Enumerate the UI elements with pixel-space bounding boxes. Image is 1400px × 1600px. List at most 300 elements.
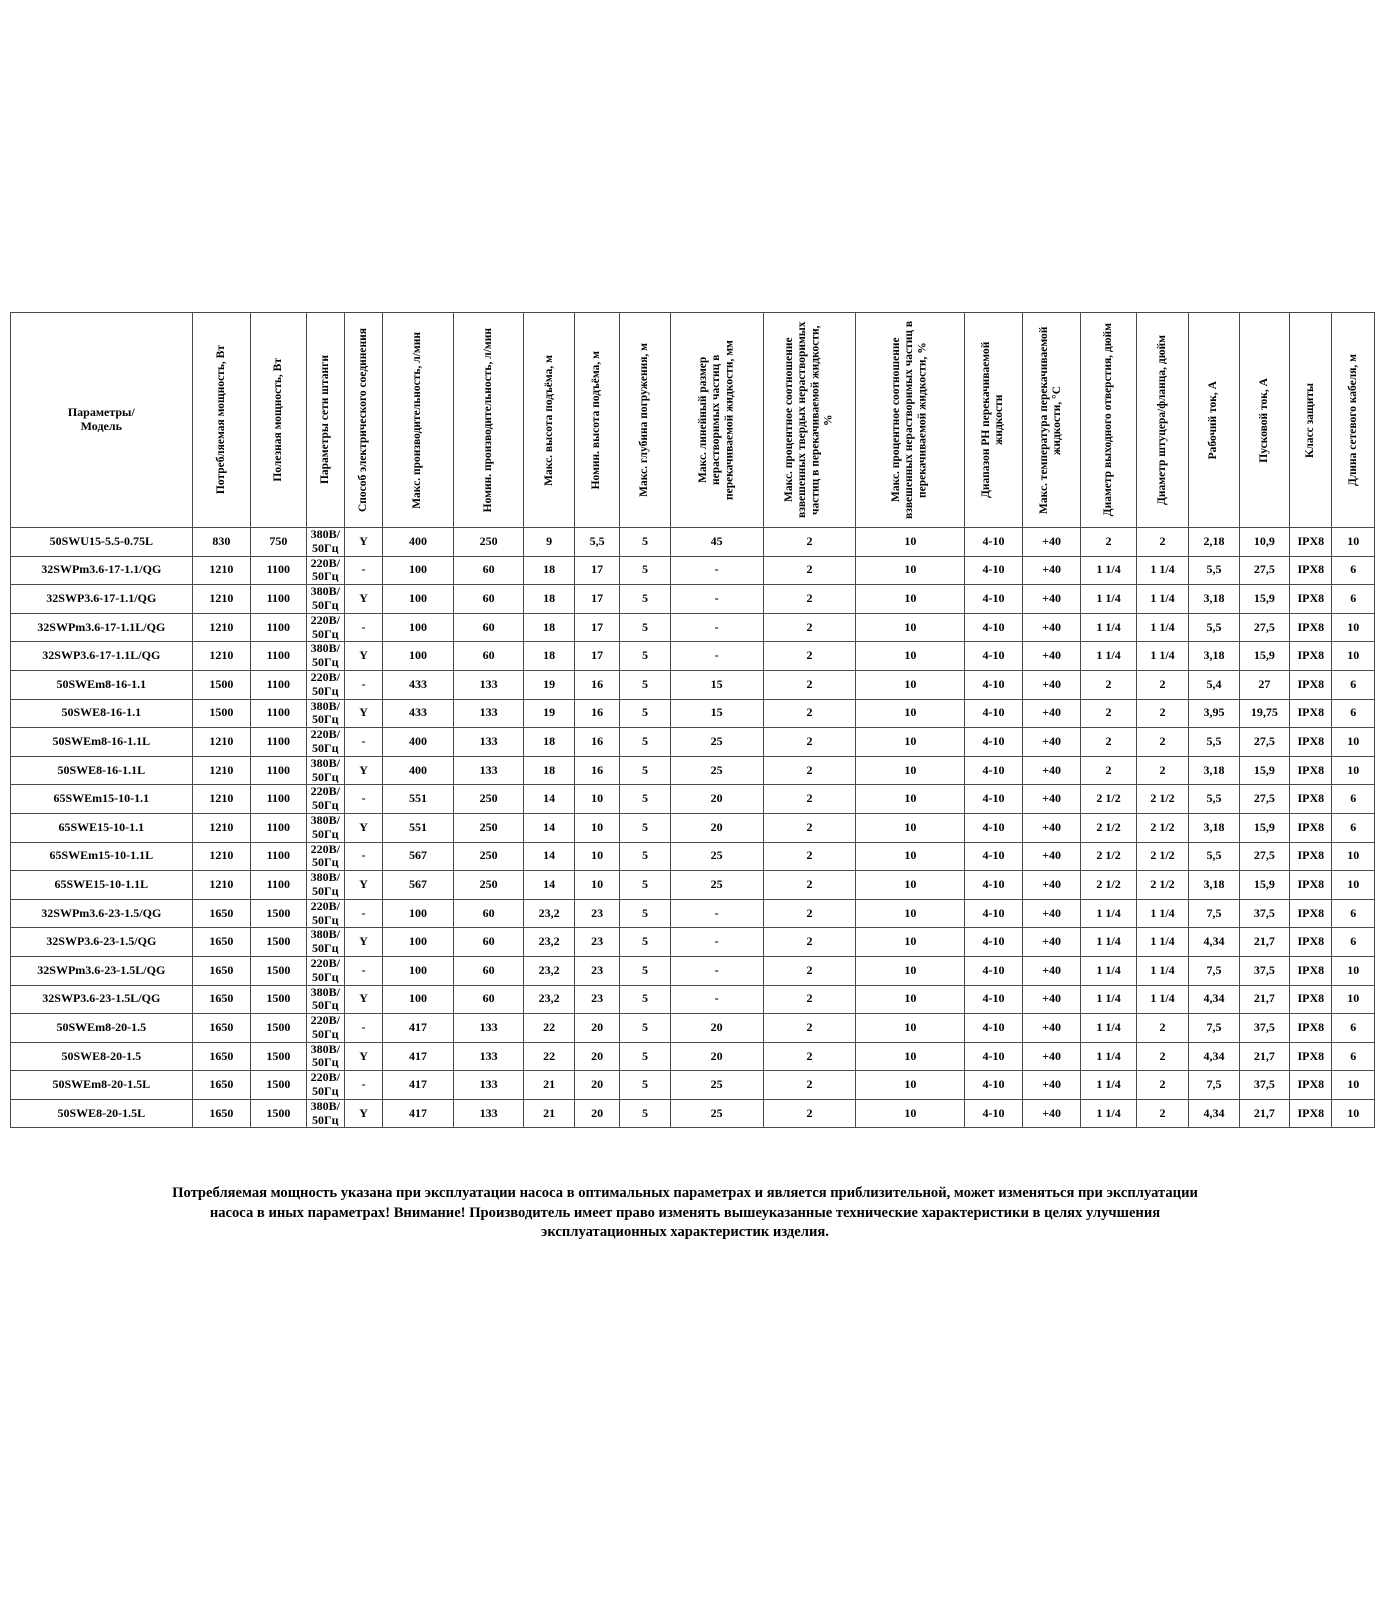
row-cell-3: Y [344, 871, 382, 900]
row-cell-14: 1 1/4 [1081, 956, 1136, 985]
row-cell-4: 100 [383, 556, 454, 585]
row-cell-10: 2 [763, 813, 856, 842]
row-cell-8: 5 [620, 985, 670, 1014]
voltage-line: 50Гц [311, 941, 339, 956]
row-cell-1: 750 [251, 528, 306, 557]
row-cell-12: 4-10 [965, 642, 1023, 671]
row-cell-15: 2 [1136, 756, 1188, 785]
row-cell-17: 27,5 [1239, 613, 1289, 642]
row-cell-18: IPX8 [1290, 699, 1332, 728]
voltage-line: 50Гц [311, 1112, 339, 1127]
row-cell-2 [306, 785, 344, 814]
row-cell-7: 17 [574, 642, 619, 671]
row-cell-5: 133 [453, 670, 524, 699]
row-cell-17: 10,9 [1239, 528, 1289, 557]
row-cell-1: 1100 [251, 670, 306, 699]
row-cell-10: 2 [763, 1042, 856, 1071]
table-row [11, 985, 1375, 1014]
row-cell-11: 10 [856, 1042, 965, 1071]
row-cell-18: IPX8 [1290, 928, 1332, 957]
row-cell-18: IPX8 [1290, 1099, 1332, 1128]
voltage-line: 50Гц [311, 826, 339, 841]
row-cell-9: 20 [670, 813, 763, 842]
row-cell-13: +40 [1022, 728, 1081, 757]
row-cell-4: 400 [383, 756, 454, 785]
row-cell-6: 18 [524, 613, 574, 642]
row-cell-9: - [670, 956, 763, 985]
row-cell-13: +40 [1022, 985, 1081, 1014]
row-cell-1: 1100 [251, 585, 306, 614]
row-cell-15: 1 1/4 [1136, 556, 1188, 585]
row-cell-16: 3,18 [1189, 642, 1239, 671]
row-cell-9: 15 [670, 699, 763, 728]
row-cell-10: 2 [763, 899, 856, 928]
row-model-name: 50SWE8-20-1.5L [11, 1099, 193, 1128]
row-cell-11: 10 [856, 1099, 965, 1128]
table-row [11, 1014, 1375, 1043]
row-cell-8: 5 [620, 785, 670, 814]
row-cell-14: 1 1/4 [1081, 899, 1136, 928]
table-row [11, 813, 1375, 842]
row-cell-1: 1100 [251, 556, 306, 585]
row-cell-1: 1500 [251, 1071, 306, 1100]
row-cell-15: 2 [1136, 670, 1188, 699]
row-cell-16: 5,5 [1189, 728, 1239, 757]
row-cell-11: 10 [856, 699, 965, 728]
row-cell-15: 1 1/4 [1136, 956, 1188, 985]
row-cell-4: 100 [383, 613, 454, 642]
row-cell-7: 20 [574, 1042, 619, 1071]
header-col-1-label: Полезная мощность, Вт [271, 358, 284, 482]
row-cell-17: 27,5 [1239, 728, 1289, 757]
row-cell-3: Y [344, 985, 382, 1014]
row-cell-8: 5 [620, 842, 670, 871]
row-cell-1: 1500 [251, 1014, 306, 1043]
row-cell-2 [306, 699, 344, 728]
row-cell-19: 10 [1332, 728, 1375, 757]
row-cell-16: 7,5 [1189, 956, 1239, 985]
row-cell-13: +40 [1022, 528, 1081, 557]
voltage-line: 220В/ [310, 784, 340, 799]
row-cell-1: 1500 [251, 1042, 306, 1071]
header-col-7-label: Номин. высота подъёма, м [590, 350, 603, 490]
row-cell-18: IPX8 [1290, 985, 1332, 1014]
row-cell-4: 433 [383, 699, 454, 728]
row-cell-4: 100 [383, 899, 454, 928]
header-col-3 [344, 313, 382, 528]
row-cell-14: 1 1/4 [1081, 928, 1136, 957]
row-cell-0: 1500 [192, 670, 251, 699]
row-cell-3: Y [344, 642, 382, 671]
row-cell-17: 21,7 [1239, 928, 1289, 957]
row-cell-19: 6 [1332, 899, 1375, 928]
row-cell-16: 4,34 [1189, 928, 1239, 957]
row-model-name: 32SWPm3.6-23-1.5L/QG [11, 956, 193, 985]
header-col-15-label: Диаметр штуцера/фланца, дюйм [1155, 334, 1168, 505]
row-cell-15: 2 1/2 [1136, 785, 1188, 814]
row-cell-12: 4-10 [965, 756, 1023, 785]
table-row [11, 956, 1375, 985]
row-cell-19: 6 [1332, 785, 1375, 814]
row-model-name: 50SWEm8-16-1.1L [11, 728, 193, 757]
voltage-line: 50Гц [311, 1084, 339, 1099]
row-cell-3: Y [344, 699, 382, 728]
row-cell-3: - [344, 1071, 382, 1100]
row-cell-17: 19,75 [1239, 699, 1289, 728]
row-cell-13: +40 [1022, 813, 1081, 842]
row-cell-11: 10 [856, 585, 965, 614]
row-cell-9: - [670, 613, 763, 642]
row-cell-2 [306, 585, 344, 614]
voltage-line: 220В/ [310, 841, 340, 856]
header-col-8-label: Макс. глубина погружения, м [638, 343, 651, 497]
row-cell-8: 5 [620, 813, 670, 842]
row-cell-13: +40 [1022, 899, 1081, 928]
row-cell-15: 1 1/4 [1136, 642, 1188, 671]
row-model-name: 65SWEm15-10-1.1L [11, 842, 193, 871]
row-cell-7: 10 [574, 871, 619, 900]
header-col-0 [192, 313, 251, 528]
row-cell-5: 250 [453, 785, 524, 814]
row-cell-0: 1650 [192, 928, 251, 957]
row-cell-17: 37,5 [1239, 1071, 1289, 1100]
row-cell-0: 1650 [192, 956, 251, 985]
row-cell-5: 133 [453, 1014, 524, 1043]
row-cell-10: 2 [763, 1014, 856, 1043]
row-cell-10: 2 [763, 1099, 856, 1128]
row-cell-19: 10 [1332, 528, 1375, 557]
voltage-line: 50Гц [311, 712, 339, 727]
row-cell-1: 1100 [251, 785, 306, 814]
row-cell-12: 4-10 [965, 1042, 1023, 1071]
row-cell-14: 1 1/4 [1081, 642, 1136, 671]
voltage-line: 220В/ [310, 1013, 340, 1028]
header-col-12 [965, 313, 1023, 528]
row-cell-5: 60 [453, 556, 524, 585]
row-cell-18: IPX8 [1290, 842, 1332, 871]
row-cell-13: +40 [1022, 1042, 1081, 1071]
row-cell-11: 10 [856, 985, 965, 1014]
table-row [11, 1071, 1375, 1100]
row-cell-14: 2 1/2 [1081, 871, 1136, 900]
row-model-name: 32SWP3.6-23-1.5/QG [11, 928, 193, 957]
row-cell-2 [306, 899, 344, 928]
row-cell-5: 250 [453, 842, 524, 871]
row-cell-11: 10 [856, 842, 965, 871]
row-cell-15: 2 [1136, 528, 1188, 557]
row-cell-18: IPX8 [1290, 871, 1332, 900]
row-cell-12: 4-10 [965, 1071, 1023, 1100]
row-cell-5: 133 [453, 1042, 524, 1071]
row-cell-8: 5 [620, 1071, 670, 1100]
row-cell-2 [306, 613, 344, 642]
row-cell-11: 10 [856, 670, 965, 699]
row-cell-7: 10 [574, 785, 619, 814]
voltage-line: 220В/ [310, 612, 340, 627]
row-cell-13: +40 [1022, 1071, 1081, 1100]
row-cell-12: 4-10 [965, 1014, 1023, 1043]
voltage-line: 220В/ [310, 898, 340, 913]
header-col-4-label: Макс. производительность, л/мин [411, 331, 424, 509]
table-row [11, 528, 1375, 557]
row-cell-14: 2 [1081, 670, 1136, 699]
row-cell-4: 417 [383, 1042, 454, 1071]
header-col-18-label: Класс защиты [1304, 382, 1317, 458]
header-col-10 [763, 313, 856, 528]
row-cell-14: 2 [1081, 728, 1136, 757]
header-col-10-label: Макс. процентное соотношение взвешенных твердых нерастворимых частиц в перекачиваемой жидкости, % [783, 321, 835, 519]
row-cell-2 [306, 1071, 344, 1100]
row-cell-3: - [344, 670, 382, 699]
row-cell-10: 2 [763, 642, 856, 671]
row-cell-8: 5 [620, 670, 670, 699]
header-col-2-label: Параметры сети штанги [318, 355, 331, 485]
row-cell-9: 15 [670, 670, 763, 699]
table-row [11, 728, 1375, 757]
row-cell-11: 10 [856, 785, 965, 814]
row-cell-9: 45 [670, 528, 763, 557]
voltage-line: 50Гц [311, 969, 339, 984]
row-cell-6: 22 [524, 1042, 574, 1071]
table-row [11, 699, 1375, 728]
row-cell-7: 17 [574, 585, 619, 614]
row-cell-16: 4,34 [1189, 1042, 1239, 1071]
voltage-line: 380В/ [310, 641, 340, 656]
row-cell-8: 5 [620, 928, 670, 957]
row-cell-13: +40 [1022, 756, 1081, 785]
row-cell-9: - [670, 642, 763, 671]
row-cell-5: 250 [453, 871, 524, 900]
row-cell-10: 2 [763, 585, 856, 614]
row-cell-19: 10 [1332, 985, 1375, 1014]
row-model-name: 50SWE8-16-1.1 [11, 699, 193, 728]
header-col-19 [1332, 313, 1375, 528]
row-cell-0: 1210 [192, 871, 251, 900]
row-cell-19: 6 [1332, 928, 1375, 957]
voltage-line: 50Гц [311, 855, 339, 870]
voltage-line: 50Гц [311, 912, 339, 927]
row-cell-17: 21,7 [1239, 1042, 1289, 1071]
header-col-5-label: Номин. производительность, л/мин [482, 327, 495, 513]
row-cell-15: 1 1/4 [1136, 985, 1188, 1014]
voltage-line: 220В/ [310, 955, 340, 970]
row-cell-3: Y [344, 928, 382, 957]
header-param-line1: Параметры/ [67, 405, 135, 420]
row-cell-12: 4-10 [965, 613, 1023, 642]
row-cell-4: 417 [383, 1014, 454, 1043]
header-col-0-label: Потребляемая мощность, Вт [214, 345, 227, 495]
row-cell-10: 2 [763, 785, 856, 814]
row-cell-19: 10 [1332, 613, 1375, 642]
row-cell-18: IPX8 [1290, 728, 1332, 757]
row-model-name: 50SWEm8-16-1.1 [11, 670, 193, 699]
row-cell-14: 1 1/4 [1081, 556, 1136, 585]
row-cell-3: Y [344, 528, 382, 557]
table-row [11, 899, 1375, 928]
row-cell-5: 60 [453, 613, 524, 642]
row-cell-9: 25 [670, 1099, 763, 1128]
row-cell-7: 23 [574, 928, 619, 957]
row-model-name: 32SWPm3.6-17-1.1L/QG [11, 613, 193, 642]
row-cell-8: 5 [620, 699, 670, 728]
row-cell-1: 1100 [251, 728, 306, 757]
row-cell-1: 1100 [251, 699, 306, 728]
row-cell-5: 250 [453, 528, 524, 557]
header-col-17 [1239, 313, 1289, 528]
row-model-name: 50SWEm8-20-1.5 [11, 1014, 193, 1043]
row-model-name: 50SWU15-5.5-0.75L [11, 528, 193, 557]
row-cell-6: 18 [524, 642, 574, 671]
row-cell-18: IPX8 [1290, 785, 1332, 814]
voltage-line: 380В/ [310, 984, 340, 999]
row-cell-18: IPX8 [1290, 813, 1332, 842]
row-cell-8: 5 [620, 585, 670, 614]
row-cell-14: 2 1/2 [1081, 842, 1136, 871]
row-cell-6: 14 [524, 871, 574, 900]
row-cell-3: - [344, 785, 382, 814]
row-cell-17: 21,7 [1239, 1099, 1289, 1128]
row-cell-13: +40 [1022, 670, 1081, 699]
row-cell-6: 14 [524, 813, 574, 842]
row-cell-7: 10 [574, 842, 619, 871]
table-row [11, 613, 1375, 642]
row-cell-9: 25 [670, 728, 763, 757]
row-cell-6: 19 [524, 699, 574, 728]
row-cell-16: 3,95 [1189, 699, 1239, 728]
row-cell-2 [306, 556, 344, 585]
row-cell-14: 2 1/2 [1081, 813, 1136, 842]
row-cell-14: 1 1/4 [1081, 613, 1136, 642]
row-cell-16: 4,34 [1189, 1099, 1239, 1128]
row-cell-3: Y [344, 756, 382, 785]
row-cell-4: 400 [383, 728, 454, 757]
row-cell-6: 18 [524, 756, 574, 785]
row-cell-19: 10 [1332, 842, 1375, 871]
row-model-name: 65SWE15-10-1.1L [11, 871, 193, 900]
row-cell-2 [306, 670, 344, 699]
row-cell-5: 60 [453, 642, 524, 671]
row-cell-9: 20 [670, 1042, 763, 1071]
row-model-name: 65SWE15-10-1.1 [11, 813, 193, 842]
row-cell-11: 10 [856, 528, 965, 557]
row-cell-0: 1210 [192, 785, 251, 814]
row-cell-8: 5 [620, 613, 670, 642]
voltage-line: 50Гц [311, 597, 339, 612]
row-cell-18: IPX8 [1290, 899, 1332, 928]
row-cell-1: 1100 [251, 842, 306, 871]
row-cell-16: 7,5 [1189, 1014, 1239, 1043]
row-cell-10: 2 [763, 728, 856, 757]
row-cell-14: 2 1/2 [1081, 785, 1136, 814]
row-cell-9: 25 [670, 871, 763, 900]
row-cell-16: 4,34 [1189, 985, 1239, 1014]
row-model-name: 50SWE8-20-1.5 [11, 1042, 193, 1071]
row-cell-6: 23,2 [524, 928, 574, 957]
row-cell-12: 4-10 [965, 871, 1023, 900]
row-cell-19: 6 [1332, 699, 1375, 728]
header-col-17-label: Пусковой ток, А [1257, 377, 1270, 463]
row-cell-4: 551 [383, 785, 454, 814]
row-cell-4: 417 [383, 1099, 454, 1128]
row-cell-17: 27,5 [1239, 556, 1289, 585]
row-cell-14: 1 1/4 [1081, 1099, 1136, 1128]
row-cell-2 [306, 756, 344, 785]
row-cell-19: 6 [1332, 670, 1375, 699]
row-cell-12: 4-10 [965, 1099, 1023, 1128]
row-cell-5: 133 [453, 728, 524, 757]
table-row [11, 670, 1375, 699]
voltage-line: 50Гц [311, 798, 339, 813]
row-cell-15: 2 1/2 [1136, 842, 1188, 871]
row-cell-2 [306, 985, 344, 1014]
row-cell-12: 4-10 [965, 556, 1023, 585]
row-cell-5: 60 [453, 956, 524, 985]
row-cell-2 [306, 956, 344, 985]
row-cell-18: IPX8 [1290, 756, 1332, 785]
row-cell-5: 133 [453, 699, 524, 728]
row-cell-11: 10 [856, 556, 965, 585]
row-cell-3: - [344, 556, 382, 585]
row-cell-17: 37,5 [1239, 956, 1289, 985]
voltage-line: 380В/ [310, 527, 340, 541]
row-cell-12: 4-10 [965, 899, 1023, 928]
row-cell-17: 15,9 [1239, 642, 1289, 671]
row-cell-3: - [344, 956, 382, 985]
row-model-name: 65SWEm15-10-1.1 [11, 785, 193, 814]
row-cell-15: 1 1/4 [1136, 899, 1188, 928]
row-cell-8: 5 [620, 1014, 670, 1043]
row-cell-3: Y [344, 1042, 382, 1071]
row-cell-18: IPX8 [1290, 556, 1332, 585]
row-cell-9: - [670, 585, 763, 614]
voltage-line: 50Гц [311, 998, 339, 1013]
row-cell-18: IPX8 [1290, 642, 1332, 671]
row-cell-0: 1500 [192, 699, 251, 728]
row-cell-10: 2 [763, 842, 856, 871]
row-cell-2 [306, 928, 344, 957]
voltage-line: 380В/ [310, 812, 340, 827]
row-cell-7: 20 [574, 1071, 619, 1100]
row-cell-8: 5 [620, 756, 670, 785]
row-cell-8: 5 [620, 899, 670, 928]
row-cell-12: 4-10 [965, 699, 1023, 728]
voltage-line: 220В/ [310, 555, 340, 570]
row-cell-7: 23 [574, 985, 619, 1014]
row-cell-17: 27,5 [1239, 785, 1289, 814]
row-cell-14: 1 1/4 [1081, 585, 1136, 614]
header-col-16 [1189, 313, 1239, 528]
row-cell-6: 18 [524, 728, 574, 757]
row-cell-16: 2,18 [1189, 528, 1239, 557]
row-cell-2 [306, 871, 344, 900]
row-cell-13: +40 [1022, 785, 1081, 814]
row-cell-19: 6 [1332, 585, 1375, 614]
row-cell-14: 2 [1081, 528, 1136, 557]
header-col-15 [1136, 313, 1188, 528]
row-cell-1: 1500 [251, 956, 306, 985]
row-cell-10: 2 [763, 985, 856, 1014]
row-cell-1: 1500 [251, 928, 306, 957]
row-cell-11: 10 [856, 928, 965, 957]
header-col-13-label: Макс. температура перекачиваемой жидкости, °С [1038, 326, 1064, 514]
table-row [11, 871, 1375, 900]
row-cell-15: 1 1/4 [1136, 585, 1188, 614]
row-cell-14: 1 1/4 [1081, 985, 1136, 1014]
row-cell-9: 20 [670, 1014, 763, 1043]
row-cell-11: 10 [856, 956, 965, 985]
row-cell-18: IPX8 [1290, 1014, 1332, 1043]
table-header-row [11, 313, 1375, 528]
